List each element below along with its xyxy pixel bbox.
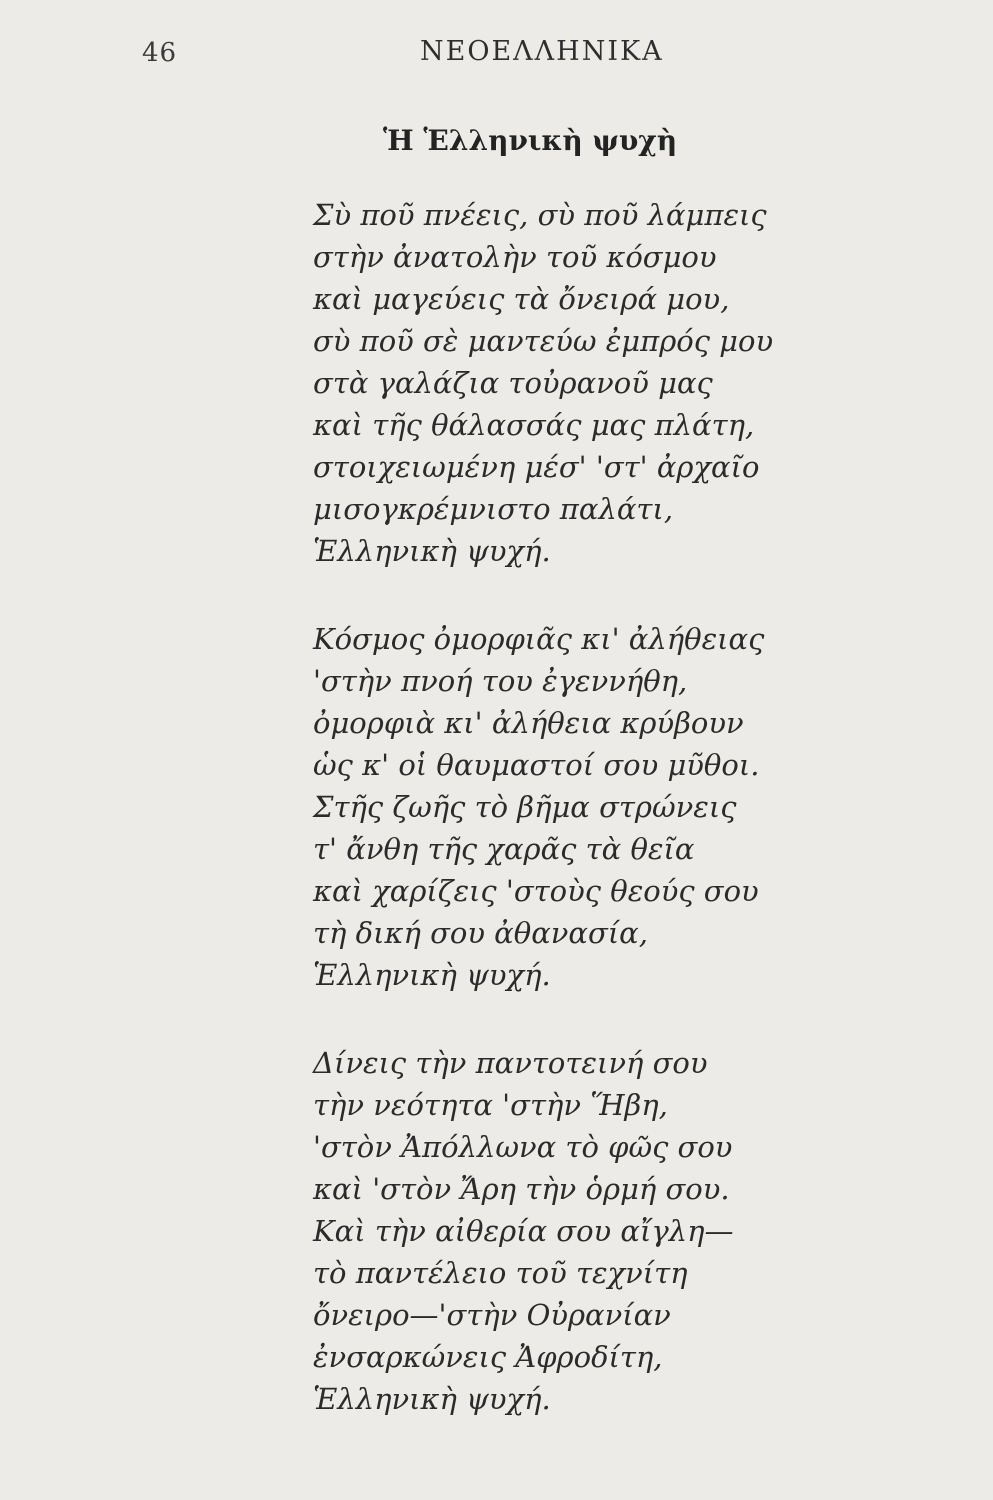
poem-line: στὴν ἀνατολὴν τοῦ κόσμου (313, 240, 717, 274)
stanza-3 (313, 1042, 833, 1420)
poem-line: τὴν νεότητα 'στὴν Ἥβη, (313, 1088, 668, 1122)
poem-line: καὶ 'στὸν Ἄρη τὴν ὁρμή σου. (313, 1172, 730, 1206)
poem-line: σὺ ποῦ σὲ μαντεύω ἐμπρός μου (313, 324, 774, 358)
poem-line: τὴ δική σου ἀθανασία, (313, 916, 648, 950)
poem-line: 'στὴν πνοή του ἐγεννήθη, (313, 664, 688, 698)
poem-line: τὸ παντέλειο τοῦ τεχνίτη (313, 1256, 688, 1290)
poem-line: Καὶ τὴν αἰθερία σου αἴγλη— (313, 1214, 734, 1248)
poem-line: Δίνεις τὴν παντοτεινή σου (313, 1046, 708, 1080)
poem-line: στὰ γαλάζια τοὐρανοῦ μας (313, 366, 713, 400)
poem-line: τ' ἄνθη τῆς χαρᾶς τὰ θεῖα (313, 832, 695, 866)
stanza-1 (313, 194, 833, 572)
stanza-2 (313, 618, 833, 996)
poem-line: ὡς κ' οἱ θαυμαστοί σου μῦθοι. (313, 748, 760, 782)
poem-line: 'στὸν Ἀπόλλωνα τὸ φῶς σου (313, 1130, 733, 1164)
running-head: ΝΕΟΕΛΛΗΝΙΚΑ (420, 36, 664, 67)
poem-line: Στῆς ζωῆς τὸ βῆμα στρώνεις (313, 790, 737, 824)
poem-title: Ἡ Ἑλληνικὴ ψυχὴ (383, 124, 678, 157)
poem-line: Κόσμος ὀμορφιᾶς κι' ἀλήθειας (313, 622, 765, 656)
poem-line: Σὺ ποῦ πνέεις, σὺ ποῦ λάμπεις (313, 198, 767, 232)
poem-line: ὄνειρο—'στὴν Οὐρανίαν (313, 1298, 671, 1332)
poem-line: στοιχειωμένη μέσ' 'στ' ἀρχαῖο (313, 450, 760, 484)
page-number: 46 (142, 38, 178, 68)
poem-refrain: Ἑλληνικὴ ψυχή. (313, 958, 551, 992)
poem-line: μισογκρέμνιστο παλάτι, (313, 492, 674, 526)
poem-refrain: Ἑλληνικὴ ψυχή. (313, 1382, 551, 1416)
poem-line: ἐνσαρκώνεις Ἀφροδίτη, (313, 1340, 663, 1374)
poem-line: καὶ χαρίζεις 'στοὺς θεούς σου (313, 874, 759, 908)
poem-refrain: Ἑλληνικὴ ψυχή. (313, 534, 551, 568)
poem-line: καὶ μαγεύεις τὰ ὄνειρά μου, (313, 282, 730, 316)
poem-line: καὶ τῆς θάλασσάς μας πλάτη, (313, 408, 755, 442)
poem-line: ὀμορφιὰ κι' ἀλήθεια κρύβουν (313, 706, 744, 740)
